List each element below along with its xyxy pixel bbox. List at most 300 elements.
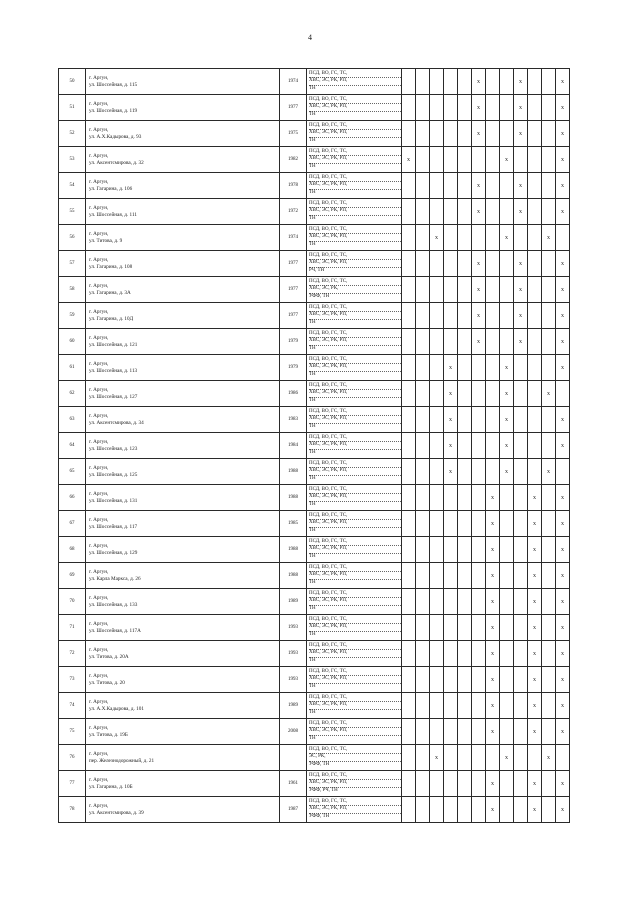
works-line: ПСД, ВО, ГС, ТС,	[309, 357, 401, 364]
mark-cell	[542, 589, 556, 615]
mark-cell	[458, 95, 472, 121]
mark-cell	[528, 303, 542, 329]
mark-cell: x	[514, 95, 528, 121]
year-cell: 1975	[280, 121, 307, 147]
works-line: ПСД, ВО, ГС, ТС,	[309, 643, 401, 650]
mark-cell: x	[430, 225, 444, 251]
works-line: ТН	[309, 631, 316, 637]
mark-cell	[500, 199, 514, 225]
address-line: г. Аргун,	[89, 646, 109, 653]
mark-cell: x	[486, 693, 500, 719]
mark-cell	[444, 199, 458, 225]
table-row	[59, 225, 570, 251]
address-line: г. Аргун,	[89, 542, 109, 549]
mark-cell	[514, 667, 528, 693]
address-line: г. Аргун,	[89, 776, 109, 783]
address-line: г. Аргун,	[89, 386, 109, 393]
year-cell: 1989	[280, 693, 307, 719]
works-list-cell	[307, 745, 402, 771]
mark-cell	[416, 225, 430, 251]
mark-cell	[430, 641, 444, 667]
address-cell	[86, 459, 280, 485]
address-line: г. Аргун,	[89, 204, 109, 211]
mark-cell	[458, 537, 472, 563]
address-line: ул. Титова, д. 19Б	[89, 731, 128, 738]
mark-cell	[556, 459, 570, 485]
mark-cell	[500, 303, 514, 329]
mark-cell: x	[472, 277, 486, 303]
mark-cell: x	[556, 355, 570, 381]
mark-cell	[416, 563, 430, 589]
address-line: ул. Аксентсмирова, д. 39	[89, 809, 144, 816]
works-list-cell	[307, 303, 402, 329]
mark-cell	[458, 615, 472, 641]
mark-cell: x	[556, 563, 570, 589]
mark-cell	[458, 251, 472, 277]
works-list-cell	[307, 407, 402, 433]
mark-cell: x	[486, 589, 500, 615]
mark-cell	[472, 563, 486, 589]
table-row	[59, 199, 570, 225]
mark-cell: x	[528, 485, 542, 511]
address-cell	[86, 199, 280, 225]
address-cell	[86, 511, 280, 537]
address-cell	[86, 95, 280, 121]
works-line: ТН	[309, 215, 316, 221]
mark-cell	[444, 303, 458, 329]
mark-cell	[458, 719, 472, 745]
mark-cell	[528, 251, 542, 277]
mark-cell	[430, 563, 444, 589]
address-line: г. Аргун,	[89, 360, 109, 367]
mark-cell	[458, 329, 472, 355]
row-number-cell: 51	[59, 95, 86, 121]
mark-cell	[416, 277, 430, 303]
mark-cell	[542, 69, 556, 95]
mark-cell	[458, 797, 472, 823]
year-cell: 1985	[280, 511, 307, 537]
mark-cell	[556, 745, 570, 771]
works-line: ХВС, ЭС, РК, РП,	[309, 390, 401, 397]
works-line: ТН	[309, 163, 316, 169]
year-cell: 1979	[280, 329, 307, 355]
mark-cell	[472, 537, 486, 563]
mark-cell: x	[486, 719, 500, 745]
mark-cell	[542, 277, 556, 303]
address-cell	[86, 719, 280, 745]
mark-cell: x	[556, 537, 570, 563]
mark-cell: x	[528, 641, 542, 667]
year-cell: 1984	[280, 433, 307, 459]
works-line: ПСД, ВО, ГС, ТС,	[309, 331, 401, 338]
table-row	[59, 537, 570, 563]
year-cell: 1986	[280, 381, 307, 407]
row-number-cell: 67	[59, 511, 86, 537]
address-cell	[86, 615, 280, 641]
mark-cell	[402, 121, 416, 147]
mark-cell	[430, 459, 444, 485]
works-line: ХВС, ЭС, РК, РП,	[309, 104, 401, 111]
mark-cell	[458, 641, 472, 667]
works-list-cell	[307, 121, 402, 147]
address-line: ул. А.Х.Кадырова, д. 93	[89, 133, 142, 140]
address-cell	[86, 485, 280, 511]
address-cell	[86, 407, 280, 433]
works-line: ХВС, ЭС, РК, РП,	[309, 78, 401, 85]
works-line: ПСД, ВО, ГС, ТС,	[309, 409, 401, 416]
works-line: ХВС, ЭС, РК, РП,	[309, 520, 401, 527]
address-line: г. Аргун,	[89, 672, 109, 679]
mark-cell	[416, 121, 430, 147]
mark-cell	[402, 69, 416, 95]
mark-cell	[402, 381, 416, 407]
row-number-cell: 62	[59, 381, 86, 407]
mark-cell	[430, 95, 444, 121]
address-line: г. Аргун,	[89, 568, 109, 575]
mark-cell: x	[556, 693, 570, 719]
works-line: ТН	[309, 709, 316, 715]
mark-cell	[416, 589, 430, 615]
mark-cell	[444, 329, 458, 355]
works-list-cell	[307, 719, 402, 745]
mark-cell	[472, 641, 486, 667]
row-number-cell: 59	[59, 303, 86, 329]
mark-cell	[514, 511, 528, 537]
mark-cell	[458, 303, 472, 329]
row-number-cell: 69	[59, 563, 86, 589]
mark-cell	[472, 355, 486, 381]
mark-cell: x	[556, 641, 570, 667]
works-line: ХВС, ЭС, РК, РП,	[309, 468, 401, 475]
address-line: г. Аргун,	[89, 100, 109, 107]
mark-cell: x	[556, 511, 570, 537]
mark-cell	[444, 693, 458, 719]
mark-cell: x	[556, 95, 570, 121]
row-number-cell: 68	[59, 537, 86, 563]
works-line: ПСД, ВО, ГС, ТС,	[309, 123, 401, 130]
works-line: ТН	[309, 85, 316, 91]
mark-cell: x	[500, 459, 514, 485]
mark-cell: x	[472, 95, 486, 121]
mark-cell	[444, 719, 458, 745]
mark-cell	[416, 537, 430, 563]
works-line: ТН	[309, 423, 316, 429]
works-line: ТН	[309, 137, 316, 143]
table-row	[59, 459, 570, 485]
mark-cell	[542, 485, 556, 511]
mark-cell: x	[556, 303, 570, 329]
mark-cell	[542, 563, 556, 589]
year-cell: 1993	[280, 667, 307, 693]
address-line: г. Аргун,	[89, 802, 109, 809]
address-line: г. Аргун,	[89, 230, 109, 237]
mark-cell: x	[556, 719, 570, 745]
mark-cell	[500, 329, 514, 355]
works-line: ХВС, ЭС, РК, РП,	[309, 806, 401, 813]
mark-cell	[444, 563, 458, 589]
mark-cell	[500, 615, 514, 641]
year-cell: 1988	[280, 537, 307, 563]
works-line: ХВС, ЭС, РК, РП,	[309, 338, 401, 345]
mark-cell: x	[500, 381, 514, 407]
building-registry-table	[58, 68, 570, 823]
works-line: ПСД, ВО, ГС, ТС,	[309, 149, 401, 156]
row-number-cell: 75	[59, 719, 86, 745]
works-line: ХВС, ЭС, РК, РП,	[309, 208, 401, 215]
mark-cell: x	[486, 563, 500, 589]
year-cell: 1977	[280, 277, 307, 303]
mark-cell	[514, 797, 528, 823]
year-cell: 1977	[280, 303, 307, 329]
mark-cell: x	[500, 745, 514, 771]
address-line: ул. Шоссейная, д. 119	[89, 107, 138, 114]
year-cell: 1993	[280, 615, 307, 641]
mark-cell	[542, 537, 556, 563]
mark-cell	[514, 147, 528, 173]
mark-cell	[416, 745, 430, 771]
mark-cell	[514, 355, 528, 381]
works-line: РЧ, ТН	[309, 267, 325, 273]
mark-cell	[458, 173, 472, 199]
mark-cell: x	[444, 407, 458, 433]
mark-cell: x	[486, 511, 500, 537]
works-list-cell	[307, 381, 402, 407]
mark-cell	[444, 173, 458, 199]
address-cell	[86, 771, 280, 797]
mark-cell	[528, 381, 542, 407]
works-line: ПСД, ВО, ГС, ТС,	[309, 669, 401, 676]
mark-cell	[402, 693, 416, 719]
mark-cell	[430, 485, 444, 511]
works-line: ТН	[309, 111, 316, 117]
mark-cell	[542, 667, 556, 693]
mark-cell: x	[556, 797, 570, 823]
mark-cell	[416, 615, 430, 641]
address-cell	[86, 693, 280, 719]
address-line: г. Аргун,	[89, 698, 109, 705]
mark-cell: x	[556, 667, 570, 693]
works-list-cell	[307, 329, 402, 355]
address-line: ул. Гагарина, д. 106	[89, 185, 133, 192]
mark-cell	[402, 589, 416, 615]
works-list-cell	[307, 589, 402, 615]
address-line: ул. Шоссейная, д. 131	[89, 497, 138, 504]
address-cell	[86, 303, 280, 329]
mark-cell	[430, 797, 444, 823]
mark-cell: x	[528, 771, 542, 797]
works-line: УФФ, ТН	[309, 761, 330, 767]
mark-cell	[472, 589, 486, 615]
mark-cell	[472, 459, 486, 485]
mark-cell	[514, 615, 528, 641]
address-line: ул. Титова, д. 20	[89, 679, 125, 686]
works-line: ПСД, ВО, ГС, ТС,	[309, 487, 401, 494]
mark-cell: x	[472, 69, 486, 95]
mark-cell	[458, 433, 472, 459]
works-list-cell	[307, 225, 402, 251]
works-line: ПСД, ВО, ГС, ТС,	[309, 513, 401, 520]
mark-cell	[430, 199, 444, 225]
mark-cell	[402, 797, 416, 823]
address-line: ул. Аксентсмирова, д. 34	[89, 419, 144, 426]
works-line: ПСД, ВО, ГС, ТС,	[309, 383, 401, 390]
works-line: ПСД, ВО, ГС, ТС,	[309, 799, 401, 806]
mark-cell: x	[542, 381, 556, 407]
mark-cell	[430, 589, 444, 615]
mark-cell: x	[500, 355, 514, 381]
mark-cell	[542, 511, 556, 537]
mark-cell: x	[500, 433, 514, 459]
works-line: ПСД, ВО, ГС, ТС,	[309, 97, 401, 104]
mark-cell	[416, 147, 430, 173]
row-number-cell: 56	[59, 225, 86, 251]
mark-cell: x	[514, 303, 528, 329]
mark-cell	[416, 95, 430, 121]
mark-cell	[458, 381, 472, 407]
mark-cell	[430, 381, 444, 407]
mark-cell	[500, 485, 514, 511]
mark-cell	[444, 511, 458, 537]
year-cell: 1988	[280, 563, 307, 589]
address-cell	[86, 537, 280, 563]
row-number-cell: 52	[59, 121, 86, 147]
row-number-cell: 63	[59, 407, 86, 433]
address-cell	[86, 173, 280, 199]
mark-cell	[416, 199, 430, 225]
mark-cell	[458, 147, 472, 173]
table-row	[59, 771, 570, 797]
mark-cell: x	[542, 459, 556, 485]
mark-cell	[556, 225, 570, 251]
mark-cell	[486, 355, 500, 381]
works-line: ПСД, ВО, ГС, ТС,	[309, 71, 401, 78]
address-line: г. Аргун,	[89, 152, 109, 159]
address-cell	[86, 147, 280, 173]
mark-cell	[458, 693, 472, 719]
mark-cell	[472, 485, 486, 511]
mark-cell	[486, 433, 500, 459]
table-row	[59, 381, 570, 407]
address-line: г. Аргун,	[89, 412, 109, 419]
mark-cell	[542, 199, 556, 225]
mark-cell: x	[528, 667, 542, 693]
mark-cell: x	[500, 407, 514, 433]
works-line: ХВС, ЭС, РК, РП,	[309, 156, 401, 163]
works-list-cell	[307, 199, 402, 225]
mark-cell	[430, 433, 444, 459]
mark-cell	[402, 615, 416, 641]
mark-cell	[430, 719, 444, 745]
mark-cell	[514, 485, 528, 511]
address-line: г. Аргун,	[89, 282, 109, 289]
mark-cell	[472, 511, 486, 537]
address-line: ул. А.Х.Кадырова, д. 101	[89, 705, 144, 712]
row-number-cell: 60	[59, 329, 86, 355]
mark-cell	[416, 251, 430, 277]
address-line: г. Аргун,	[89, 126, 109, 133]
works-line: ТН	[309, 397, 316, 403]
mark-cell: x	[556, 69, 570, 95]
address-line: ул. Шоссейная, д. 133	[89, 601, 138, 608]
mark-cell	[472, 719, 486, 745]
mark-cell	[528, 95, 542, 121]
mark-cell	[500, 771, 514, 797]
table-row	[59, 589, 570, 615]
address-line: г. Аргун,	[89, 464, 109, 471]
mark-cell: x	[486, 641, 500, 667]
mark-cell	[458, 667, 472, 693]
table-row	[59, 407, 570, 433]
mark-cell	[500, 69, 514, 95]
address-line: г. Аргун,	[89, 178, 109, 185]
table-row	[59, 251, 570, 277]
mark-cell	[444, 69, 458, 95]
address-cell	[86, 563, 280, 589]
works-line: ТН	[309, 735, 316, 741]
mark-cell	[486, 381, 500, 407]
mark-cell	[444, 95, 458, 121]
table-row	[59, 719, 570, 745]
row-number-cell: 74	[59, 693, 86, 719]
mark-cell	[402, 95, 416, 121]
mark-cell	[416, 485, 430, 511]
mark-cell	[514, 459, 528, 485]
mark-cell	[514, 537, 528, 563]
mark-cell	[486, 303, 500, 329]
mark-cell	[430, 511, 444, 537]
mark-cell	[542, 693, 556, 719]
works-line: ПСД, ВО, ГС, ТС,	[309, 253, 401, 260]
mark-cell: x	[472, 173, 486, 199]
mark-cell: x	[556, 771, 570, 797]
mark-cell	[514, 719, 528, 745]
address-cell	[86, 69, 280, 95]
address-cell	[86, 589, 280, 615]
mark-cell	[500, 797, 514, 823]
mark-cell	[402, 303, 416, 329]
year-cell: 1977	[280, 95, 307, 121]
mark-cell	[430, 693, 444, 719]
works-list-cell	[307, 537, 402, 563]
mark-cell	[458, 589, 472, 615]
works-line: ХВС, ЭС, РК, РП,	[309, 442, 401, 449]
mark-cell	[444, 771, 458, 797]
mark-cell: x	[556, 173, 570, 199]
works-line: ПСД, ВО, ГС, ТС,	[309, 305, 401, 312]
mark-cell	[430, 329, 444, 355]
works-line: ПСД, ВО, ГС, ТС,	[309, 279, 401, 286]
mark-cell	[542, 329, 556, 355]
address-cell	[86, 329, 280, 355]
mark-cell	[500, 511, 514, 537]
mark-cell	[514, 745, 528, 771]
mark-cell: x	[402, 147, 416, 173]
mark-cell: x	[556, 433, 570, 459]
mark-cell	[500, 277, 514, 303]
mark-cell: x	[528, 511, 542, 537]
mark-cell	[500, 641, 514, 667]
mark-cell	[472, 615, 486, 641]
works-line: ПСД, ВО, ГС, ТС,	[309, 773, 401, 780]
mark-cell	[402, 329, 416, 355]
mark-cell	[472, 407, 486, 433]
mark-cell	[472, 693, 486, 719]
row-number-cell: 58	[59, 277, 86, 303]
mark-cell	[402, 459, 416, 485]
mark-cell	[528, 355, 542, 381]
address-cell	[86, 641, 280, 667]
row-number-cell: 64	[59, 433, 86, 459]
